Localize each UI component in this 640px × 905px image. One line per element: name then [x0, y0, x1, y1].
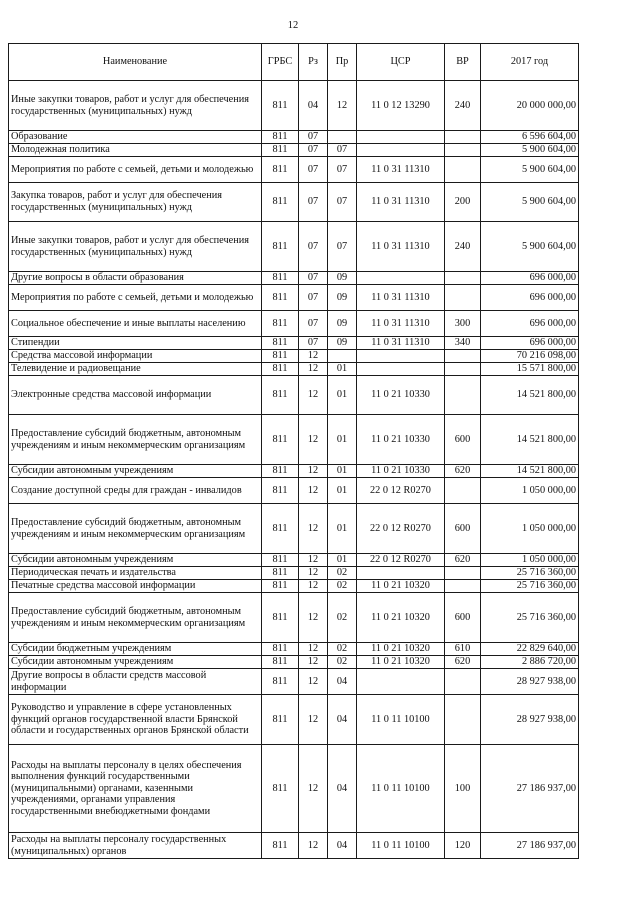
cell-grbs: 811: [262, 311, 299, 337]
table-row: [9, 183, 579, 222]
header-pr: Пр: [328, 44, 357, 81]
cell-csr: 11 0 31 11310: [357, 222, 445, 272]
header-row: [9, 44, 579, 81]
cell-amount: 28 927 938,00: [481, 669, 579, 695]
header-rz: Рз: [299, 44, 328, 81]
cell-name: Руководство и управление в сфере установленных функций органов государственной власти Брянской области и государственных органов Брянской области: [9, 695, 262, 745]
cell-rz: 07: [299, 337, 328, 350]
cell-name: Телевидение и радиовещание: [9, 363, 262, 376]
table-row: [9, 643, 579, 656]
cell-rz: 12: [299, 376, 328, 415]
cell-csr: 11 0 21 10320: [357, 643, 445, 656]
cell-name: Печатные средства массовой информации: [9, 580, 262, 593]
cell-csr: 11 0 11 10100: [357, 745, 445, 833]
cell-vr: [445, 669, 481, 695]
cell-vr: 600: [445, 593, 481, 643]
table-row: [9, 222, 579, 272]
cell-name: Предоставление субсидий бюджетным, автономным учреждениям и иным некоммерческим организациям: [9, 593, 262, 643]
cell-rz: 12: [299, 593, 328, 643]
table-row: [9, 363, 579, 376]
cell-vr: 620: [445, 656, 481, 669]
cell-amount: 696 000,00: [481, 285, 579, 311]
cell-grbs: 811: [262, 465, 299, 478]
cell-rz: 12: [299, 695, 328, 745]
cell-pr: 02: [328, 593, 357, 643]
cell-grbs: 811: [262, 144, 299, 157]
cell-amount: 1 050 000,00: [481, 478, 579, 504]
cell-pr: 02: [328, 567, 357, 580]
cell-rz: 12: [299, 350, 328, 363]
cell-csr: 11 0 11 10100: [357, 695, 445, 745]
cell-csr: 22 0 12 R0270: [357, 554, 445, 567]
cell-name: Периодическая печать и издательства: [9, 567, 262, 580]
cell-amount: 2 886 720,00: [481, 656, 579, 669]
cell-rz: 07: [299, 157, 328, 183]
cell-csr: 11 0 31 11310: [357, 157, 445, 183]
cell-rz: 12: [299, 478, 328, 504]
table-row: [9, 567, 579, 580]
cell-name: Закупка товаров, работ и услуг для обеспечения государственных (муниципальных) нужд: [9, 183, 262, 222]
header-vr: ВР: [445, 44, 481, 81]
cell-grbs: 811: [262, 643, 299, 656]
cell-csr: 11 0 12 13290: [357, 81, 445, 131]
cell-pr: 01: [328, 465, 357, 478]
cell-csr: 11 0 31 11310: [357, 183, 445, 222]
cell-name: Другие вопросы в области образования: [9, 272, 262, 285]
cell-name: Субсидии бюджетным учреждениям: [9, 643, 262, 656]
cell-pr: 04: [328, 669, 357, 695]
cell-name: Электронные средства массовой информации: [9, 376, 262, 415]
cell-rz: 12: [299, 504, 328, 554]
cell-vr: [445, 376, 481, 415]
cell-rz: 07: [299, 311, 328, 337]
cell-amount: 5 900 604,00: [481, 157, 579, 183]
cell-pr: [328, 350, 357, 363]
cell-amount: 14 521 800,00: [481, 465, 579, 478]
cell-amount: 15 571 800,00: [481, 363, 579, 376]
cell-name: Мероприятия по работе с семьей, детьми и молодежью: [9, 285, 262, 311]
cell-csr: [357, 669, 445, 695]
cell-grbs: 811: [262, 478, 299, 504]
cell-name: Молодежная политика: [9, 144, 262, 157]
cell-rz: 12: [299, 643, 328, 656]
cell-name: Расходы на выплаты персоналу государственных (муниципальных) органов: [9, 833, 262, 859]
cell-rz: 07: [299, 131, 328, 144]
cell-name: Субсидии автономным учреждениям: [9, 656, 262, 669]
cell-amount: 27 186 937,00: [481, 745, 579, 833]
table-row: [9, 833, 579, 859]
cell-grbs: 811: [262, 81, 299, 131]
cell-pr: 01: [328, 554, 357, 567]
cell-grbs: 811: [262, 285, 299, 311]
cell-vr: [445, 144, 481, 157]
cell-vr: [445, 285, 481, 311]
cell-amount: 696 000,00: [481, 311, 579, 337]
cell-rz: 12: [299, 833, 328, 859]
cell-vr: [445, 567, 481, 580]
cell-pr: 07: [328, 222, 357, 272]
table-row: [9, 311, 579, 337]
cell-rz: 12: [299, 745, 328, 833]
cell-vr: 300: [445, 311, 481, 337]
cell-name: Мероприятия по работе с семьей, детьми и молодежью: [9, 157, 262, 183]
cell-grbs: 811: [262, 183, 299, 222]
cell-pr: 09: [328, 285, 357, 311]
cell-csr: 11 0 11 10100: [357, 833, 445, 859]
cell-name: Расходы на выплаты персоналу в целях обеспечения выполнения функций государственными (муниципальными) органами, казенными учреждениями, органами управления государственными внебюджетными фондами: [9, 745, 262, 833]
cell-amount: 25 716 360,00: [481, 567, 579, 580]
cell-csr: 11 0 21 10320: [357, 656, 445, 669]
table-row: [9, 272, 579, 285]
cell-csr: [357, 567, 445, 580]
cell-vr: [445, 363, 481, 376]
cell-rz: 12: [299, 580, 328, 593]
table-row: [9, 669, 579, 695]
cell-pr: 09: [328, 272, 357, 285]
cell-grbs: 811: [262, 376, 299, 415]
cell-amount: 5 900 604,00: [481, 144, 579, 157]
cell-grbs: 811: [262, 554, 299, 567]
cell-vr: 120: [445, 833, 481, 859]
cell-rz: 12: [299, 363, 328, 376]
cell-csr: 11 0 21 10330: [357, 376, 445, 415]
table-row: [9, 337, 579, 350]
cell-vr: [445, 131, 481, 144]
cell-vr: [445, 695, 481, 745]
table-row: [9, 350, 579, 363]
cell-amount: 25 716 360,00: [481, 580, 579, 593]
cell-name: Социальное обеспечение и иные выплаты населению: [9, 311, 262, 337]
cell-name: Стипендии: [9, 337, 262, 350]
cell-rz: 12: [299, 415, 328, 465]
table-row: [9, 656, 579, 669]
cell-vr: [445, 350, 481, 363]
cell-rz: 12: [299, 554, 328, 567]
cell-grbs: 811: [262, 415, 299, 465]
cell-rz: 07: [299, 285, 328, 311]
cell-grbs: 811: [262, 593, 299, 643]
cell-pr: 09: [328, 337, 357, 350]
cell-amount: 14 521 800,00: [481, 415, 579, 465]
cell-amount: 1 050 000,00: [481, 504, 579, 554]
header-amount: 2017 год: [481, 44, 579, 81]
cell-amount: 20 000 000,00: [481, 81, 579, 131]
cell-pr: 01: [328, 478, 357, 504]
cell-name: Субсидии автономным учреждениям: [9, 465, 262, 478]
cell-amount: 28 927 938,00: [481, 695, 579, 745]
table-row: [9, 415, 579, 465]
cell-grbs: 811: [262, 580, 299, 593]
table-row: [9, 593, 579, 643]
table-row: [9, 157, 579, 183]
cell-name: Предоставление субсидий бюджетным, автономным учреждениям и иным некоммерческим организациям: [9, 415, 262, 465]
cell-vr: 100: [445, 745, 481, 833]
cell-csr: 11 0 21 10330: [357, 415, 445, 465]
cell-rz: 07: [299, 144, 328, 157]
cell-csr: 11 0 31 11310: [357, 285, 445, 311]
cell-grbs: 811: [262, 131, 299, 144]
cell-grbs: 811: [262, 833, 299, 859]
cell-rz: 12: [299, 465, 328, 478]
cell-grbs: 811: [262, 272, 299, 285]
table-row: [9, 745, 579, 833]
cell-pr: 07: [328, 183, 357, 222]
cell-vr: 620: [445, 465, 481, 478]
cell-pr: 01: [328, 415, 357, 465]
cell-rz: 07: [299, 183, 328, 222]
budget-table: [8, 43, 579, 859]
cell-name: Создание доступной среды для граждан - инвалидов: [9, 478, 262, 504]
cell-csr: [357, 131, 445, 144]
cell-rz: 04: [299, 81, 328, 131]
cell-vr: [445, 580, 481, 593]
cell-name: Иные закупки товаров, работ и услуг для обеспечения государственных (муниципальных) нужд: [9, 81, 262, 131]
cell-csr: [357, 350, 445, 363]
cell-grbs: 811: [262, 745, 299, 833]
cell-pr: 07: [328, 157, 357, 183]
cell-rz: 12: [299, 567, 328, 580]
cell-pr: 12: [328, 81, 357, 131]
cell-csr: [357, 363, 445, 376]
header-csr: ЦСР: [357, 44, 445, 81]
cell-vr: 610: [445, 643, 481, 656]
cell-name: Средства массовой информации: [9, 350, 262, 363]
cell-vr: 200: [445, 183, 481, 222]
cell-vr: 620: [445, 554, 481, 567]
cell-rz: 12: [299, 656, 328, 669]
cell-amount: 696 000,00: [481, 272, 579, 285]
header-grbs: ГРБС: [262, 44, 299, 81]
cell-name: Образование: [9, 131, 262, 144]
cell-amount: 25 716 360,00: [481, 593, 579, 643]
table-row: [9, 144, 579, 157]
cell-pr: [328, 131, 357, 144]
cell-grbs: 811: [262, 363, 299, 376]
cell-pr: 09: [328, 311, 357, 337]
cell-vr: 240: [445, 81, 481, 131]
cell-grbs: 811: [262, 504, 299, 554]
cell-grbs: 811: [262, 656, 299, 669]
cell-csr: 22 0 12 R0270: [357, 478, 445, 504]
table-row: [9, 580, 579, 593]
cell-amount: 22 829 640,00: [481, 643, 579, 656]
cell-vr: 600: [445, 504, 481, 554]
cell-pr: 02: [328, 643, 357, 656]
table-row: [9, 81, 579, 131]
cell-amount: 70 216 098,00: [481, 350, 579, 363]
cell-csr: 22 0 12 R0270: [357, 504, 445, 554]
table-row: [9, 285, 579, 311]
cell-amount: 1 050 000,00: [481, 554, 579, 567]
table-row: [9, 695, 579, 745]
cell-csr: 11 0 31 11310: [357, 337, 445, 350]
cell-pr: 02: [328, 656, 357, 669]
cell-pr: 04: [328, 745, 357, 833]
cell-pr: 01: [328, 376, 357, 415]
cell-name: Предоставление субсидий бюджетным, автономным учреждениям и иным некоммерческим организациям: [9, 504, 262, 554]
cell-vr: [445, 272, 481, 285]
cell-vr: [445, 478, 481, 504]
cell-pr: 02: [328, 580, 357, 593]
cell-amount: 6 596 604,00: [481, 131, 579, 144]
cell-amount: 27 186 937,00: [481, 833, 579, 859]
cell-rz: 12: [299, 669, 328, 695]
cell-amount: 5 900 604,00: [481, 183, 579, 222]
cell-pr: 04: [328, 695, 357, 745]
cell-rz: 07: [299, 222, 328, 272]
cell-csr: 11 0 21 10320: [357, 593, 445, 643]
cell-rz: 07: [299, 272, 328, 285]
cell-vr: 600: [445, 415, 481, 465]
table-body: [9, 81, 579, 859]
cell-name: Другие вопросы в области средств массовой информации: [9, 669, 262, 695]
cell-amount: 5 900 604,00: [481, 222, 579, 272]
cell-csr: 11 0 31 11310: [357, 311, 445, 337]
cell-name: Субсидии автономным учреждениям: [9, 554, 262, 567]
cell-csr: [357, 144, 445, 157]
cell-csr: [357, 272, 445, 285]
cell-name: Иные закупки товаров, работ и услуг для обеспечения государственных (муниципальных) нужд: [9, 222, 262, 272]
cell-grbs: 811: [262, 695, 299, 745]
cell-amount: 696 000,00: [481, 337, 579, 350]
table-row: [9, 376, 579, 415]
cell-vr: [445, 157, 481, 183]
cell-pr: 01: [328, 504, 357, 554]
cell-pr: 01: [328, 363, 357, 376]
cell-vr: 340: [445, 337, 481, 350]
table-row: [9, 465, 579, 478]
cell-csr: 11 0 21 10330: [357, 465, 445, 478]
table-row: [9, 504, 579, 554]
cell-pr: 07: [328, 144, 357, 157]
table-row: [9, 478, 579, 504]
cell-pr: 04: [328, 833, 357, 859]
cell-grbs: 811: [262, 157, 299, 183]
cell-grbs: 811: [262, 567, 299, 580]
header-name: Наименование: [9, 44, 262, 81]
cell-vr: 240: [445, 222, 481, 272]
cell-csr: 11 0 21 10320: [357, 580, 445, 593]
cell-grbs: 811: [262, 222, 299, 272]
table-row: [9, 554, 579, 567]
page-number: 12: [287, 20, 299, 31]
cell-amount: 14 521 800,00: [481, 376, 579, 415]
cell-grbs: 811: [262, 350, 299, 363]
cell-grbs: 811: [262, 337, 299, 350]
cell-grbs: 811: [262, 669, 299, 695]
table-row: [9, 131, 579, 144]
